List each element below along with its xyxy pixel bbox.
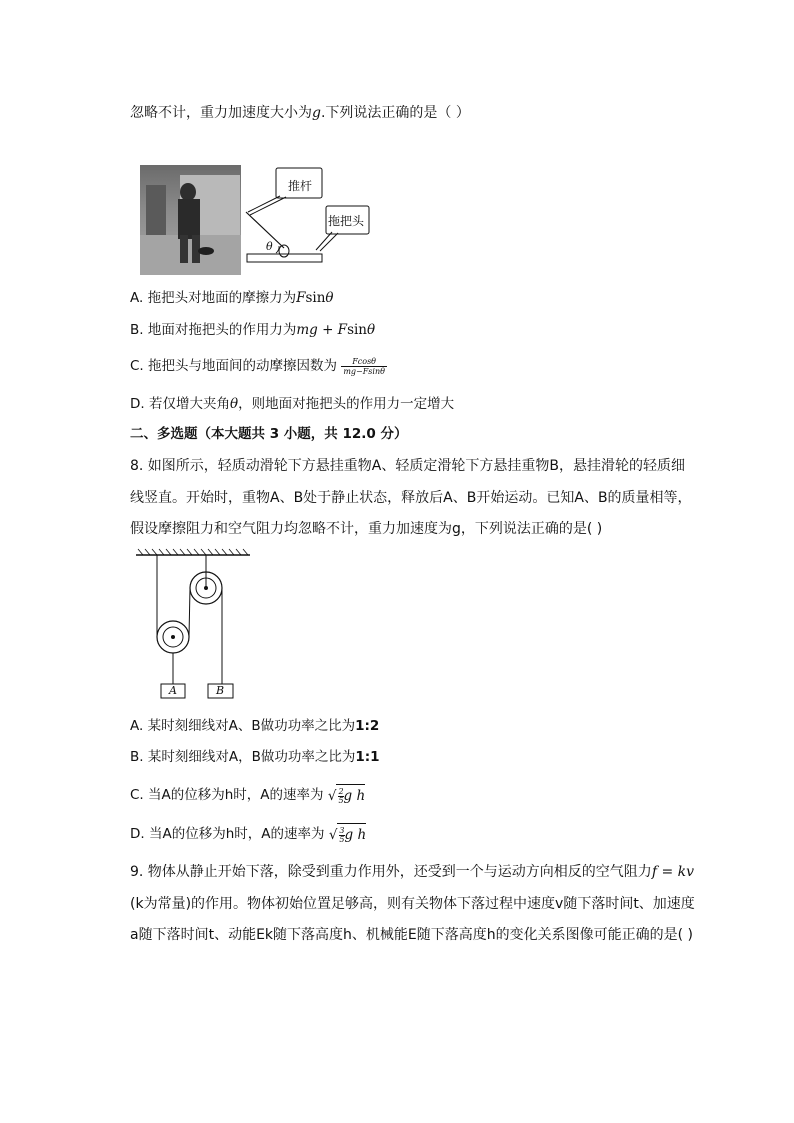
callout-head-label: 拖把头 — [328, 214, 365, 228]
q7-stem-tail: 忽略不计，重力加速度大小为g.下列说法正确的是（ ） — [130, 105, 470, 121]
q8-option-b[interactable]: B. 某时刻细线对A，B做功功率之比为1:1 — [130, 749, 380, 765]
q8-line3: 假设摩擦阻力和空气阻力均忽略不计，重力加速度为g，下列说法正确的是( ) — [130, 521, 603, 537]
sqrt-d: √ $\frac{3}{5}$ g h — [329, 823, 366, 845]
sqrt-c: √ $\frac{2}{5}$ g h — [328, 784, 365, 806]
q8-option-d[interactable]: D. 当A的位移为h时，A的速率为 √ $\frac{3}{5}$ g h — [130, 823, 366, 845]
box-a-label: A — [169, 684, 177, 697]
q8-line2: 线竖直。开始时，重物A、B处于静止状态，释放后A、B开始运动。已知A、B的质量相等， — [130, 490, 692, 506]
q8-line1: 8. 如图所示，轻质动滑轮下方悬挂重物A、轻质定滑轮下方悬挂重物B，悬挂滑轮的轻质细 — [130, 458, 685, 474]
q7-option-a[interactable]: A. 拖把头对地面的摩擦力为Fsinθ — [130, 290, 334, 306]
callout-rod-label: 推杆 — [288, 179, 313, 193]
q8-option-a[interactable]: A. 某时刻细线对A、B做功功率之比为1:2 — [130, 718, 380, 734]
mop-photo — [140, 165, 241, 275]
pulley-diagram — [128, 548, 258, 703]
q8-option-c[interactable]: C. 当A的位移为h时，A的速率为 √ $\frac{2}{5}$ g h — [130, 784, 365, 806]
q9-line1: 9. 物体从静止开始下落，除受到重力作用外，还受到一个与运动方向相反的空气阻力f = kv — [130, 864, 695, 880]
c-fraction: $\frac{Fcos\theta}{mg-Fsin\theta}$ — [343, 356, 385, 376]
q9-line3: a随下落时间t、动能Ek随下落高度h、机械能E随下落高度h的变化关系图像可能正确的是( ) — [130, 927, 693, 943]
box-b-label: B — [216, 684, 225, 697]
q7-option-b[interactable]: B. 地面对拖把头的作用力为mg + Fsinθ — [130, 322, 376, 338]
q9-line2: (k为常量)的作用。物体初始位置足够高，则有关物体下落过程中速度v随下落时间t、加速度 — [130, 896, 695, 912]
theta-label: θ — [266, 240, 273, 253]
q7-option-c[interactable]: C. 拖把头与地面间的动摩擦因数为 $\frac{Fcos\theta}{mg-Fsin\theta}$ — [130, 356, 385, 376]
section-title: 二、多选题（本大题共 3 小题，共 12.0 分） — [130, 426, 408, 442]
q7-option-d[interactable]: D. 若仅增大夹角θ，则地面对拖把头的作用力一定增大 — [130, 396, 455, 412]
